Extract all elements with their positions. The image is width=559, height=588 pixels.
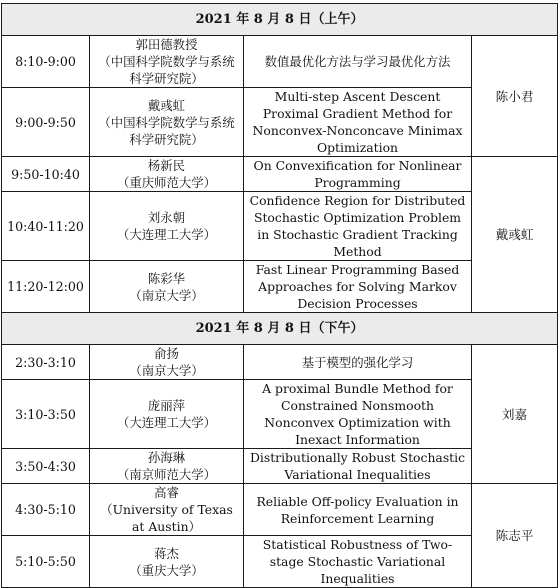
talk-title: 基于模型的强化学习 xyxy=(244,345,472,380)
session-header-row xyxy=(2,313,558,345)
speaker-name: 蒋杰 xyxy=(154,545,179,561)
session-chair: 陈志平 xyxy=(472,484,558,588)
speaker-name: 杨新民 xyxy=(147,158,186,173)
speaker-name: 刘永朝 xyxy=(147,210,186,225)
conference-schedule-table xyxy=(1,3,558,588)
speaker-name: 孙海琳 xyxy=(147,450,186,465)
speaker-affiliation: （南京大学） xyxy=(129,363,204,378)
talk-time: 4:30-5:10 xyxy=(2,484,90,536)
talk-title: Fast Linear Programming Based Approaches for Solving Markov Decision Processes xyxy=(244,261,472,313)
speaker-cell xyxy=(90,157,244,192)
talk-time: 9:50-10:40 xyxy=(2,157,90,192)
speaker-affiliation: （重庆大学） xyxy=(129,562,204,578)
speaker-affiliation: （南京师范大学） xyxy=(116,467,217,482)
speaker-name: 郭田德教授 xyxy=(135,37,198,52)
speaker-affiliation: （中国科学院数学与系统科学研究院） xyxy=(98,114,235,147)
session-chair: 戴彧虹 xyxy=(472,157,558,313)
speaker-cell xyxy=(90,345,244,380)
talk-title: Multi-step Ascent Descent Proximal Gradient Method for Nonconvex-Nonconcave Minimax Optimization xyxy=(244,88,472,157)
talk-title: Reliable Off-policy Evaluation in Reinforcement Learning xyxy=(244,484,472,536)
speaker-cell xyxy=(90,484,244,536)
session-title-afternoon: 2021 年 8 月 8 日（下午） xyxy=(2,313,558,345)
table-row xyxy=(2,157,558,192)
speaker-cell xyxy=(90,380,244,449)
talk-time: 8:10-9:00 xyxy=(2,36,90,88)
talk-time: 3:50-4:30 xyxy=(2,449,90,484)
speaker-cell xyxy=(90,192,244,261)
talk-time: 3:10-3:50 xyxy=(2,380,90,449)
session-chair: 陈小君 xyxy=(472,36,558,157)
speaker-cell xyxy=(90,449,244,484)
talk-title: Statistical Robustness of Two-stage Stochastic Variational Inequalities xyxy=(244,536,472,588)
talk-time: 11:20-12:00 xyxy=(2,261,90,313)
session-header-row xyxy=(2,4,558,36)
speaker-affiliation: （南京大学） xyxy=(129,287,204,303)
speaker-affiliation: （中国科学院数学与系统科学研究院） xyxy=(98,54,235,86)
talk-title: On Convexification for Nonlinear Programming xyxy=(244,157,472,192)
talk-title: A proximal Bundle Method for Constrained Nonsmooth Nonconvex Optimization with Inexact Information xyxy=(244,380,472,449)
talk-time: 9:00-9:50 xyxy=(2,88,90,157)
speaker-name: 俞扬 xyxy=(154,346,179,361)
talk-title: 数值最优化方法与学习最优化方法 xyxy=(244,36,472,88)
talk-time: 10:40-11:20 xyxy=(2,192,90,261)
speaker-cell xyxy=(90,261,244,313)
speaker-affiliation: （大连理工大学） xyxy=(116,227,217,242)
table-row xyxy=(2,36,558,88)
speaker-affiliation: （大连理工大学） xyxy=(116,415,217,430)
speaker-cell xyxy=(90,36,244,88)
speaker-cell xyxy=(90,88,244,157)
speaker-name: 陈彩华 xyxy=(147,270,186,286)
table-row xyxy=(2,345,558,380)
talk-time: 2:30-3:10 xyxy=(2,345,90,380)
speaker-name: 戴彧虹 xyxy=(147,97,186,113)
session-title-morning: 2021 年 8 月 8 日（上午） xyxy=(2,4,558,36)
table-row xyxy=(2,484,558,536)
speaker-name: 高睿 xyxy=(154,485,179,500)
speaker-cell xyxy=(90,536,244,588)
talk-time: 5:10-5:50 xyxy=(2,536,90,588)
talk-title: Confidence Region for Distributed Stochastic Optimization Problem in Stochastic Gradient Tracking Method xyxy=(244,192,472,261)
speaker-affiliation: （重庆师范大学） xyxy=(116,175,217,190)
speaker-affiliation: （University of Texas at Austin） xyxy=(100,502,233,534)
talk-title: Distributionally Robust Stochastic Variational Inequalities xyxy=(244,449,472,484)
speaker-name: 庞丽萍 xyxy=(147,398,186,413)
session-chair: 刘嘉 xyxy=(472,345,558,484)
